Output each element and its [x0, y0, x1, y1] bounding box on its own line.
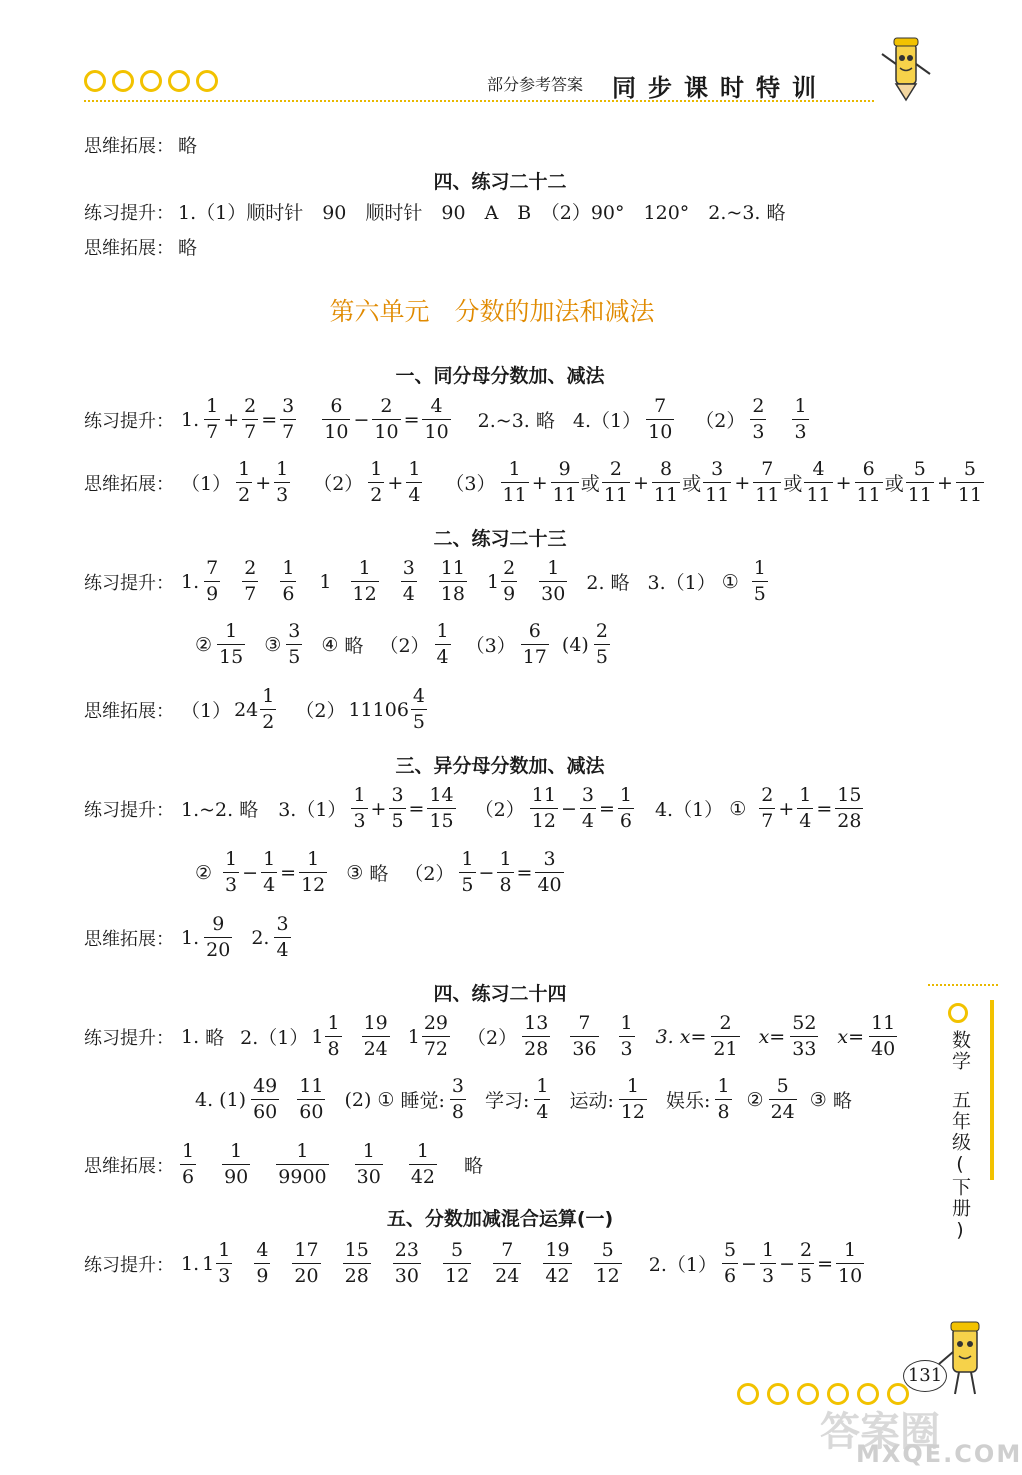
header-subtitle: 部分参考答案 [487, 75, 584, 94]
fraction: 2 7 [761, 784, 774, 832]
think-label: 思维拓展： [84, 135, 174, 157]
fraction: 1 5 [461, 848, 474, 896]
fraction: $\frac{1}{3}$ [276, 458, 289, 506]
practice-label: 练习提升： [84, 799, 174, 821]
circle-icon [797, 1383, 819, 1405]
s2-practice-row: 练习提升： 1. 7 9 2 7 1 6 1 1 12 3 4 11 18 1 2 9 1 30 2. 略 3.（1） ① 1 5 [84, 557, 766, 605]
fraction: 1 15 [219, 620, 244, 668]
fraction: 1 11 [502, 458, 527, 506]
s2-think-row: 思维拓展： （1） 24 1 2 （2） 11106 4 5 [84, 685, 426, 733]
fraction: 1 30 [356, 1140, 381, 1188]
s1-think-row: 思维拓展： （1） 1 2 + $\frac{1}{3}$ （2） 1 2 + $\frac{1}{4}$ （3） 1 11 + $\frac{9}{11}$ 或 2 11 + $\frac{8}{11}$ 或 3 11 + $\frac{7}{11}$ 或 4 11 + $\frac{6}{11}$ 或 5 11 + $\frac{5}{11}$ [84, 458, 983, 506]
item-number: 1. [181, 408, 200, 431]
think-label: 思维拓展： [84, 1155, 174, 1177]
fraction: 1 90 [224, 1140, 249, 1188]
circle-icon [112, 70, 134, 92]
fraction: 19 24 [363, 1012, 388, 1060]
answer-text: 1.（1）顺时针 90 顺时针 90 A B （2）90° 120° 2.~3. 略 [178, 202, 786, 224]
fraction: $\frac{1}{10}$ [838, 1239, 863, 1287]
grade-label: 五年级(下册) [949, 1090, 971, 1243]
section-title: 五、分数加减混合运算(一) [386, 1208, 614, 1230]
s3-practice-row-cont: ② 1 3 − $\frac{1}{4}$ = $\frac{1}{12}$ ③ 略 （2） 1 5 − $\frac{1}{8}$ = $\frac{3}{40}$ [195, 848, 562, 896]
fraction: 1 3 [353, 784, 366, 832]
s2-practice-row-cont: ② 1 15 ③ 3 5 ④ 略 （2） 1 4 （3） 6 17 (4) 2 5 [195, 620, 608, 668]
think-label: 思维拓展： [84, 700, 174, 722]
fraction: 7 9 [206, 557, 219, 605]
fraction: 1 9900 [278, 1140, 327, 1188]
prev-practice-row [84, 198, 786, 225]
watermark-url: MXQE.COM [856, 1440, 1022, 1468]
fraction: 6 17 [522, 620, 547, 668]
practice-label: 练习提升： [84, 410, 174, 432]
fraction: 2 9 [503, 557, 516, 605]
fraction: 1 6 [182, 1140, 195, 1188]
circle-icon [196, 70, 218, 92]
fraction: 1 7 [206, 395, 219, 443]
fraction: 1 5 [753, 557, 766, 605]
fraction: 3 4 [402, 557, 415, 605]
think-label: 思维拓展： [84, 928, 174, 950]
practice-label: 练习提升： [84, 572, 174, 594]
fraction: 19 42 [545, 1239, 570, 1287]
fraction: 49 60 [253, 1075, 278, 1123]
fraction: $\frac{1}{12}$ [301, 848, 326, 896]
tab-accent-bar [990, 1000, 994, 1180]
fraction: 1 3 [620, 1012, 633, 1060]
fraction: 3 8 [451, 1075, 464, 1123]
pencil-mascot-icon [876, 36, 936, 110]
fraction: 17 20 [294, 1239, 319, 1287]
fraction: 4 9 [256, 1239, 269, 1287]
answer-text: 2.~3. 略 [477, 410, 555, 432]
fraction: 5 12 [444, 1239, 470, 1287]
fraction: 7 24 [495, 1239, 520, 1287]
fraction: 11 18 [440, 557, 465, 605]
circle-icon [737, 1383, 759, 1405]
practice-label: 练习提升： [84, 1027, 174, 1049]
fraction: 1 8 [717, 1075, 730, 1123]
pencil-mascot-icon [935, 1318, 995, 1408]
fraction: $\frac{4}{10}$ [424, 395, 449, 443]
fraction: 3 11 [705, 458, 730, 506]
fraction: 23 30 [394, 1239, 419, 1287]
s4-think-row: 思维拓展： 1 6 1 90 1 9900 1 30 1 42 略 [84, 1140, 484, 1188]
fraction: 5 12 [595, 1239, 620, 1287]
prev-think-row [84, 131, 197, 158]
page-number: 131 [903, 1360, 947, 1392]
watermark: 答案圈 [820, 1409, 940, 1455]
fraction: $\frac{3}{5}$ [391, 784, 404, 832]
circle-icon [767, 1383, 789, 1405]
fraction: 1 8 [327, 1012, 340, 1060]
section-title: 一、同分母分数加、减法 [395, 365, 605, 387]
s5-practice-row: 练习提升： 1. 1 1 3 4 9 17 20 15 28 23 30 5 12 7 24 19 42 5 12 2.（1） 5 6 − $\frac{1}{3}$ − $\frac{2}{5}$ = $\frac{1}{10}$ [84, 1239, 863, 1287]
fraction: $\frac{1}{6}$ [619, 784, 632, 832]
header-title: 同步课时特训 [612, 74, 828, 102]
fraction: 6 10 [324, 395, 349, 443]
section-title: 四、练习二十四 [433, 983, 567, 1005]
fraction: $\frac{1}{8}$ [499, 848, 512, 896]
fraction: 1 2 [370, 458, 383, 506]
fraction: 9 20 [206, 913, 231, 961]
fraction: $\frac{1}{3}$ [761, 1239, 775, 1287]
answer-text: 略 [178, 135, 198, 157]
fraction: 1 2 [238, 458, 251, 506]
fraction: 1 12 [352, 557, 377, 605]
fraction: $\frac{1}{4}$ [408, 458, 421, 506]
fraction: 1 4 [536, 1075, 549, 1123]
fraction: $\frac{9}{11}$ [552, 458, 577, 506]
fraction: 5 11 [907, 458, 932, 506]
prev-think-row [84, 233, 197, 260]
fraction: 7 10 [648, 395, 673, 443]
fraction: 4 11 [806, 458, 831, 506]
fraction: 29 72 [423, 1012, 449, 1060]
fraction: 1 30 [541, 557, 566, 605]
fraction: $\frac{52}{33}$ [792, 1012, 817, 1060]
fraction: 1 2 [262, 685, 275, 733]
fraction: 11 12 [531, 784, 556, 832]
fraction: 2 7 [244, 557, 257, 605]
fraction: 4 5 [412, 685, 426, 733]
fraction: 2 5 [595, 620, 608, 668]
s3-think-row: 思维拓展： 1. 9 20 2. 3 4 [84, 913, 289, 961]
think-label: 思维拓展： [84, 473, 174, 495]
answer-text: 4.（1） [572, 410, 642, 432]
tab-divider [928, 984, 998, 986]
fraction: 1 6 [282, 557, 295, 605]
fraction: $\frac{15}{28}$ [837, 784, 862, 832]
unit-title: 第六单元 分数的加法和减法 [329, 297, 655, 326]
fraction: 2 3 [752, 395, 765, 443]
fraction: 5 6 [723, 1239, 737, 1287]
header-decor-circles [84, 70, 218, 92]
fraction: $\frac{2}{5}$ [799, 1239, 813, 1287]
s4-practice-row-cont: 4. (1) 49 60 11 60 (2) ① 睡觉: 3 8 学习: 1 4 运动: 1 12 娱乐: 1 8 ② 5 24 ③ 略 [195, 1075, 852, 1123]
think-label: 思维拓展： [84, 237, 174, 259]
subject-label: 数学 [949, 1030, 971, 1072]
fraction: 7 36 [572, 1012, 597, 1060]
circle-icon [84, 70, 106, 92]
fraction: 13 28 [524, 1012, 549, 1060]
fraction: $\frac{3}{4}$ [581, 784, 594, 832]
s1-practice-row: 练习提升： 1. 1 7 + $\frac{2}{7}$ = $\frac{3}{7}$ 6 10 − $\frac{2}{10}$ = $\frac{4}{10}$ 2.~3. 略 4.（1） 7 10 （2） 2 3 1 3 [84, 395, 807, 443]
practice-label: 练习提升： [84, 202, 174, 224]
fraction: 1 12 [620, 1075, 646, 1123]
circle-icon [948, 1003, 968, 1023]
fraction: $\frac{2}{10}$ [374, 395, 399, 443]
circle-icon [140, 70, 162, 92]
fraction: 1 3 [218, 1239, 231, 1287]
circle-icon [168, 70, 190, 92]
fraction: $\frac{6}{11}$ [856, 458, 881, 506]
s3-practice-row: 练习提升： 1.~2. 略 3.（1） 1 3 + $\frac{3}{5}$ = $\frac{14}{15}$ （2） 11 12 − $\frac{3}{4}$ = $\frac{1}{6}$ 4.（1） ① 2 7 + $\frac{1}{4}$ = $\frac{15}{28}$ [84, 784, 862, 832]
fraction: 1 3 [794, 395, 807, 443]
fraction: 5 24 [770, 1075, 795, 1123]
fraction: $\frac{14}{15}$ [429, 784, 454, 832]
fraction: $\frac{8}{11}$ [653, 458, 679, 506]
fraction: 11 60 [299, 1075, 324, 1123]
fraction: $\frac{5}{11}$ [957, 458, 983, 506]
fraction: 1 3 [225, 848, 238, 896]
fraction: 15 28 [344, 1239, 369, 1287]
fraction: $\frac{2}{7}$ [244, 395, 257, 443]
section-title: 二、练习二十三 [433, 528, 567, 550]
section-title: 三、异分母分数加、减法 [395, 755, 605, 777]
fraction: $\frac{3}{40}$ [537, 848, 562, 896]
fraction: 2 11 [603, 458, 628, 506]
s4-practice-row: 练习提升： 1. 略 2.（1） 1 1 8 19 24 1 29 72 （2） 13 28 7 36 1 3 3. x= $\frac{2}{21}$ x= $\frac{52}{33}$ x= $\frac{11}{40}$ [84, 1012, 896, 1060]
fraction: 1 4 [436, 620, 449, 668]
fraction: $\frac{2}{21}$ [713, 1012, 738, 1060]
section-title: 四、练习二十二 [433, 171, 567, 193]
fraction: 3 5 [288, 620, 301, 668]
fraction: $\frac{1}{4}$ [799, 784, 812, 832]
fraction: 3 4 [276, 913, 289, 961]
practice-label: 练习提升： [84, 1254, 174, 1276]
answer-text: 略 [178, 237, 198, 259]
fraction: $\frac{3}{7}$ [282, 395, 295, 443]
fraction: $\frac{1}{4}$ [263, 848, 276, 896]
fraction: $\frac{7}{11}$ [755, 458, 780, 506]
fraction: 1 42 [410, 1140, 436, 1188]
fraction: $\frac{11}{40}$ [871, 1012, 896, 1060]
